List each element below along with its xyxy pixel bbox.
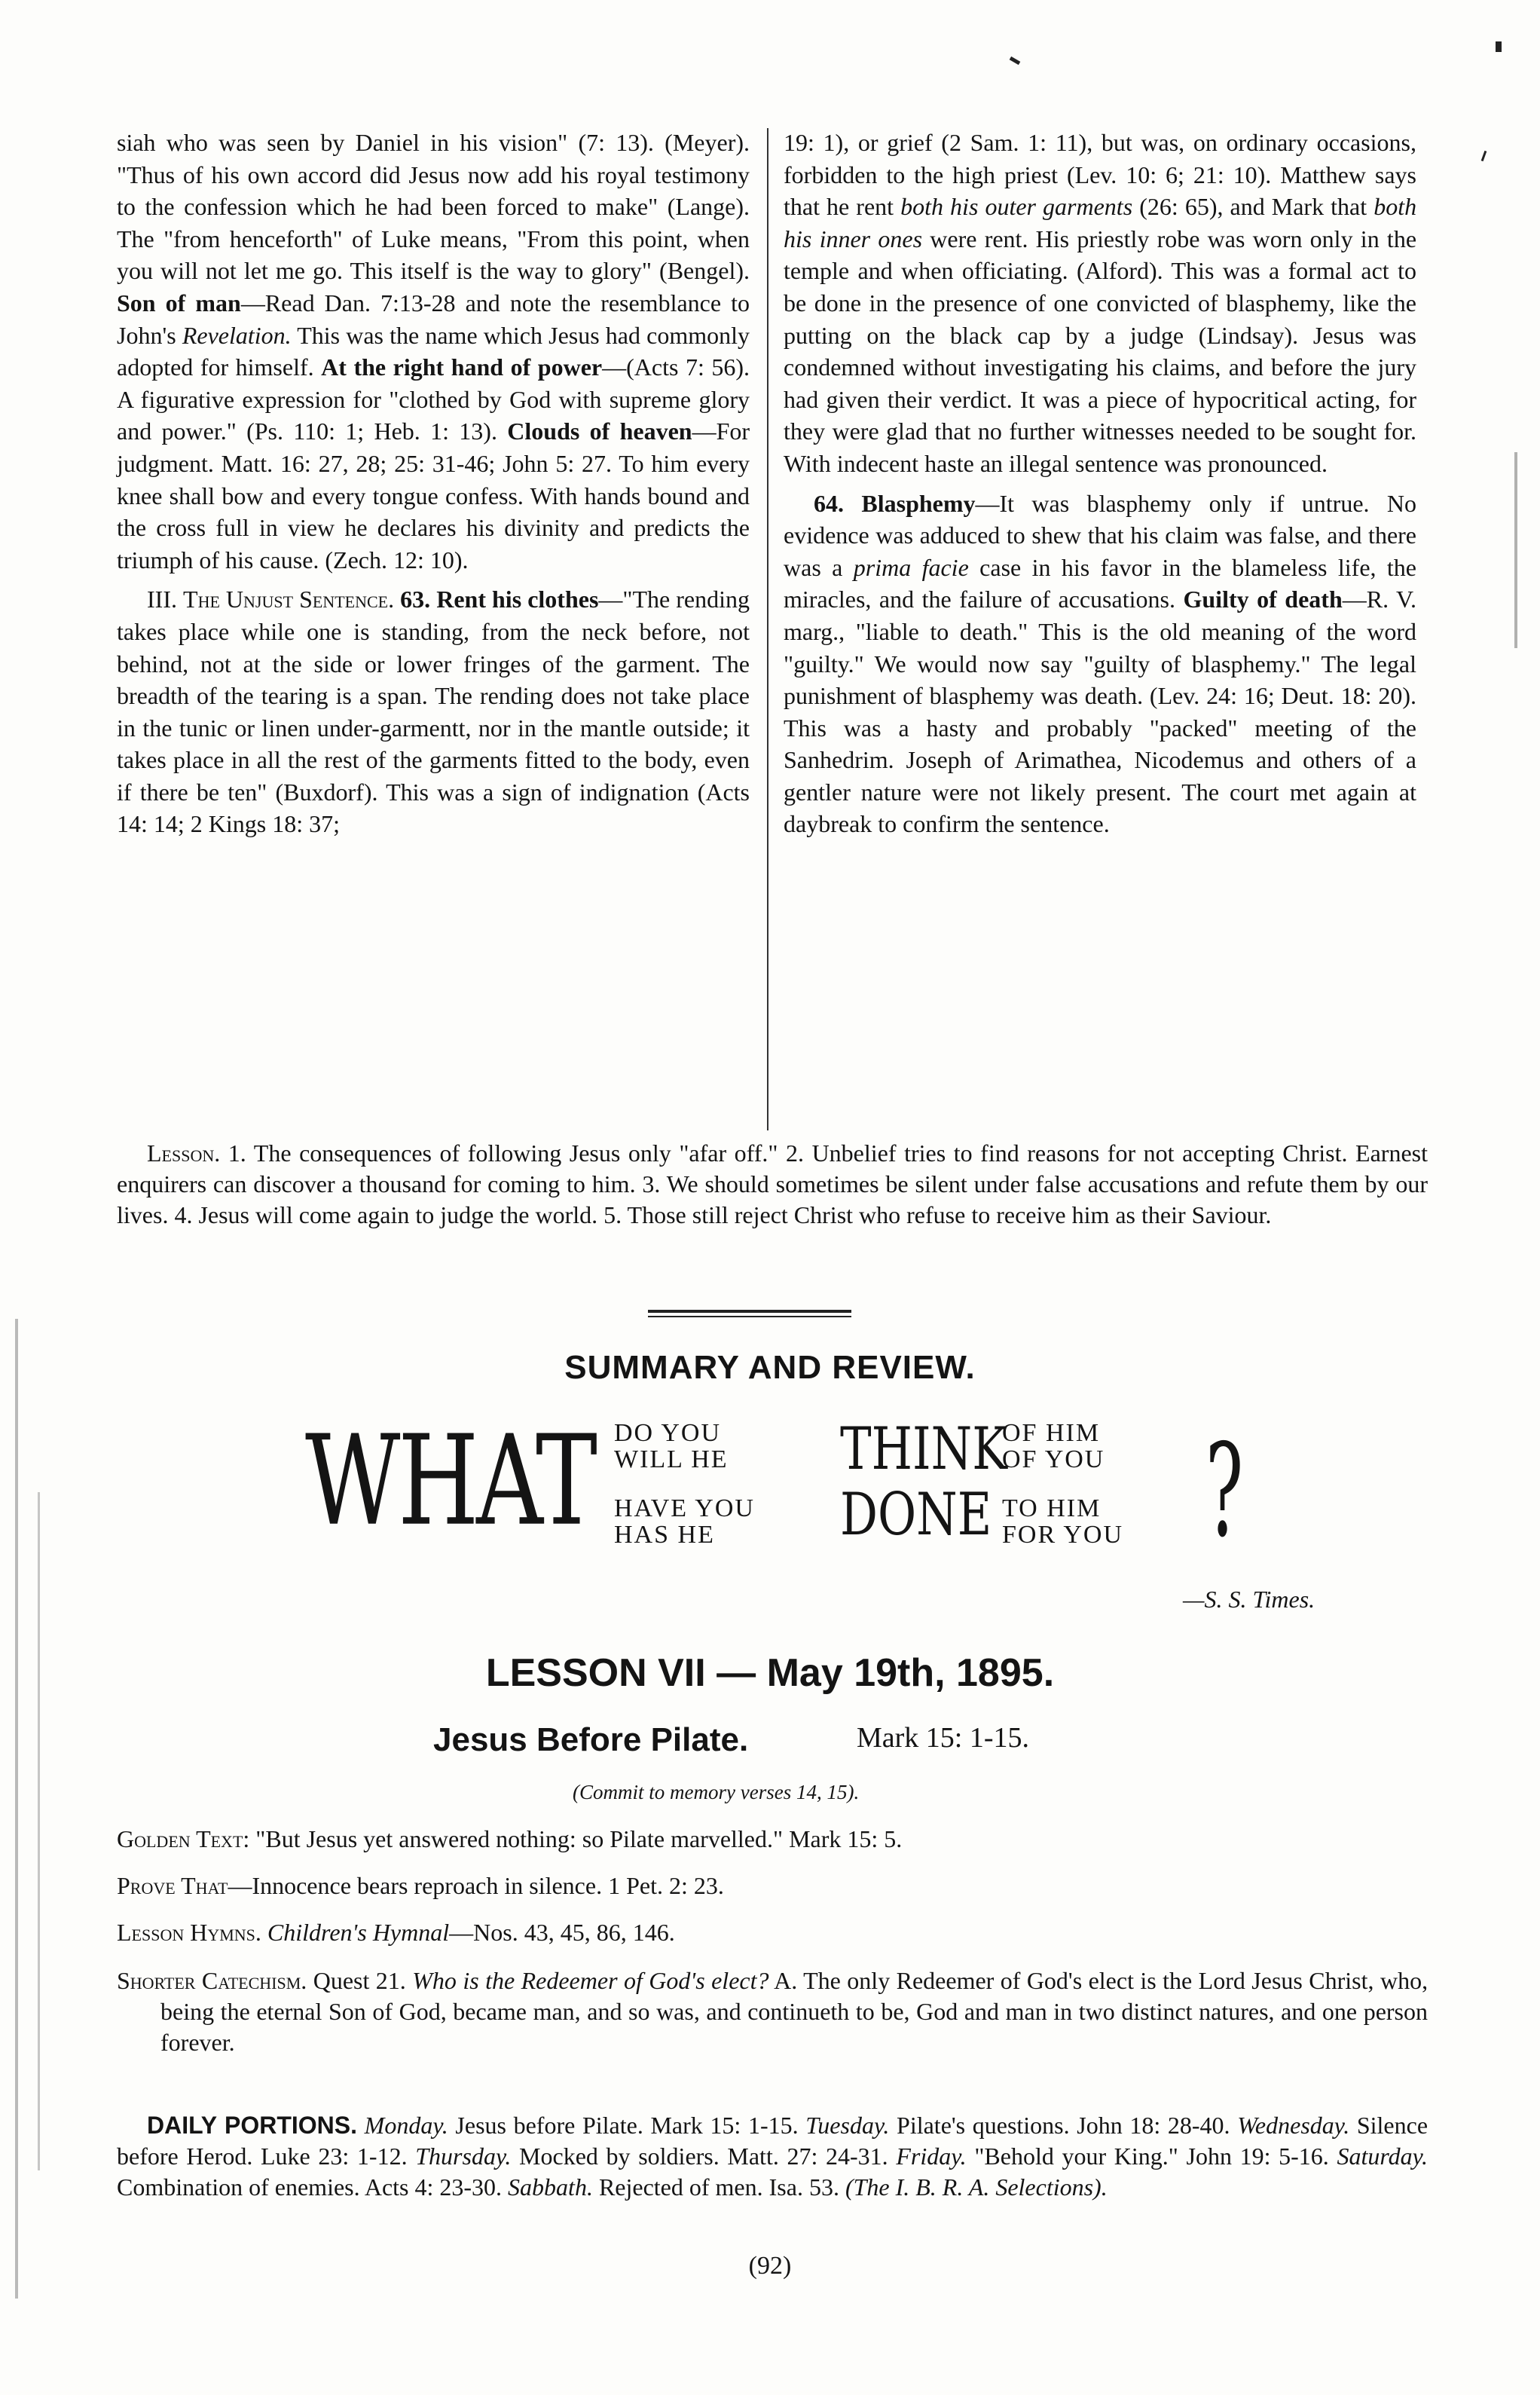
page-number: (92) xyxy=(748,2252,792,2280)
divider-rule xyxy=(648,1310,851,1313)
done-word: DONE xyxy=(840,1481,992,1549)
day-reading: Pilate's questions. John 18: 28-40. xyxy=(897,2112,1230,2139)
catechism-quest: Quest 21. xyxy=(313,1967,406,1994)
day-reading: Silence before Herod. Luke 23: 1-12. xyxy=(117,2112,1428,2170)
term-blasphemy: Blasphemy xyxy=(861,489,976,517)
italic-phrase: prima facie xyxy=(853,553,969,581)
text-span: were rent. His priestly robe was worn only in the temple and when officiating. (Alford). This was a formal act to be done in the presence of one convicted of blasphemy, like the putting on the black cap by a judge (Lindsay). Jesus was condemned without investigating his claims, and before the jury had given their verdict. It was a piece of hypocritical acting, for they were glad that no further witnesses needed to be sought for. With indecent haste an illegal sentence was pronounced. xyxy=(784,225,1417,477)
day-label: Sabbath. xyxy=(508,2173,593,2201)
text-span: This was the name which Jesus had commonly adopted for himself. xyxy=(117,321,750,381)
day-label: Thursday. xyxy=(415,2143,512,2170)
term-clouds: Clouds of heaven xyxy=(507,418,692,445)
right-paragraph-2 xyxy=(784,488,1416,841)
scan-speck xyxy=(1010,57,1021,65)
term-guilty-of-death: Guilty of death xyxy=(1183,586,1343,613)
text-span: 19: 1), or grief (2 Sam. 1: 11), but was, on ordinary occasions, forbidden to the high priest (Lev. 10: 6; 21: 10). Matthew says that he rent xyxy=(784,129,1416,221)
summary-heading: SUMMARY AND REVIEW. xyxy=(564,1349,976,1386)
left-column xyxy=(117,127,750,840)
phrase-do-you: DO YOU xyxy=(614,1419,722,1447)
scan-speck xyxy=(1496,41,1502,52)
day-reading: Rejected of men. Isa. 53. xyxy=(598,2173,839,2201)
left-paragraph-2 xyxy=(117,583,750,840)
text-span: —It was blasphemy only if untrue. No evidence was adduced to shew that his claim was false, and there was a xyxy=(784,489,1417,581)
section-heading: The Unjust Sentence. xyxy=(183,586,395,613)
phrase-of-you: OF YOU xyxy=(1002,1445,1105,1473)
shorter-catechism xyxy=(117,1965,1428,2058)
scan-edge-noise xyxy=(1514,452,1517,648)
scan-speck xyxy=(1481,151,1487,161)
lesson-text: 1. The consequences of following Jesus only "afar off." 2. Unbelief tries to find reasons for not accepting Christ. Earnest enquirers can discover a thousand for coming to him. 3. We should sometimes be silent under false accusations and refute them by our lives. 4. Jesus will come again to judge the world. 5. Those still reject Christ who refuse to receive him as their Saviour. xyxy=(117,1139,1428,1228)
phrase-has-he: HAS HE xyxy=(614,1521,715,1549)
prove-label: Prove That xyxy=(117,1872,228,1899)
text-span: siah who was seen by Daniel in his vision" (7: 13). (Meyer). "Thus of his own accord did Jesus now add his royal testimony to the confession which he had been forced to make" (Lange). The "from henceforth" of Luke means, "From this point, when you will not let me go. This itself is the way to glory" (Bengel). xyxy=(117,129,750,285)
day-label: Friday. xyxy=(896,2143,967,2170)
text-span: —"The rending takes place while one is standing, from the neck before, not behind, not at the side or lower fringes of the garment. The breadth of the tearing is a span. The rending does not take place in the tunic or linen under-garmentt, nor in the mantle outside; it takes place in all the rest of the garments fitted to the body, even if there be ten" (Buxdorf). This was a sign of indignation (Acts 14: 14; 2 Kings 18: 37; xyxy=(117,586,750,838)
day-label: Monday. xyxy=(364,2112,448,2139)
italic-phrase: both his outer garments xyxy=(900,193,1133,221)
right-paragraph-1 xyxy=(784,127,1416,480)
prove-body: —Innocence bears reproach in silence. 1 Pet. 2: 23. xyxy=(228,1872,724,1899)
attribution: —S. S. Times. xyxy=(1183,1586,1315,1613)
catechism-question: Who is the Redeemer of God's elect? xyxy=(412,1967,769,1994)
hymns-source: Children's Hymnal xyxy=(267,1919,450,1946)
text-span: —Read Dan. 7:13-28 and note the resemblance to John's xyxy=(117,289,750,349)
verse-number: 64. xyxy=(814,489,844,517)
verse-number: 63. xyxy=(400,586,431,613)
left-paragraph-1 xyxy=(117,127,750,576)
italic-phrase: both his inner ones xyxy=(784,193,1417,252)
catechism-answer: A. The only Redeemer of God's elect is the Lord Jesus Christ, who, being the eternal Son of God, became man, and so was, and continueth to be, God and man in two distinct natures, and one person forever. xyxy=(160,1967,1428,2056)
lesson-subtitle: Jesus Before Pilate. xyxy=(433,1721,749,1758)
prove-that xyxy=(117,1870,1428,1901)
right-column xyxy=(784,127,1416,840)
phrase-to-him: TO HIM xyxy=(1002,1494,1102,1522)
commit-note: (Commit to memory verses 14, 15). xyxy=(573,1781,860,1803)
text-span: case in his favor in the blameless life, the miracles, and the failure of accusations. xyxy=(784,553,1417,613)
phrase-will-he: WILL HE xyxy=(614,1445,729,1473)
text-span: —(Acts 7: 56). A figurative expression for "clothed by God with supreme glory and power." (Ps. 110: 1; Heb. 1: 13). xyxy=(117,353,750,445)
day-label: Saturday. xyxy=(1337,2143,1428,2170)
golden-label: Golden Text: xyxy=(117,1825,250,1852)
lesson-points xyxy=(117,1138,1428,1231)
think-word: THINK xyxy=(840,1415,1007,1483)
term-rent-clothes: Rent his clothes xyxy=(436,586,599,613)
day-reading: Combination of enemies. Acts 4: 23-30. xyxy=(117,2173,503,2201)
scan-edge-noise xyxy=(15,1319,18,2299)
day-reading: "Behold your King." John 19: 5-16. xyxy=(974,2143,1329,2170)
catechism-label: Shorter Catechism. xyxy=(117,1967,307,1994)
daily-label: DAILY PORTIONS. xyxy=(147,2112,358,2139)
text-span: —For judgment. Matt. 16: 27, 28; 25: 31-46; John 5: 27. To him every knee shall bow and every tongue confess. With hands bound and the cross full in view he declares his divinity and predicts the triumph of his cause. (Zech. 12: 10). xyxy=(117,418,750,574)
day-reading: Jesus before Pilate. Mark 15: 1-15. xyxy=(455,2112,799,2139)
lesson-title: LESSON VII — May 19th, 1895. xyxy=(485,1651,1055,1695)
day-reading: Mocked by soldiers. Matt. 27: 24-31. xyxy=(519,2143,888,2170)
text-span: —R. V. marg., "liable to death." This is the old meaning of the word "guilty." We would now say "guilty of blasphemy." The legal punishment of blasphemy was death. (Lev. 24: 16; Deut. 18: 20). This was a hasty and probably "packed" meeting of the Sanhedrim. Joseph of Arimathea, Nicodemus and others of a gentler nature were not likely present. The court met again at daybreak to confirm the sentence. xyxy=(784,586,1417,838)
lesson-reference: Mark 15: 1-15. xyxy=(857,1722,1030,1754)
hymns-label: Lesson Hymns. xyxy=(117,1919,261,1946)
golden-body: "But Jesus yet answered nothing: so Pilate marvelled." Mark 15: 5. xyxy=(255,1825,903,1852)
term-son-of-man: Son of man xyxy=(117,289,241,317)
daily-portions xyxy=(117,2110,1428,2203)
what-word: WHAT xyxy=(305,1409,595,1554)
day-label: Wednesday. xyxy=(1237,2112,1350,2139)
column-divider xyxy=(767,128,768,1130)
section-number: III. xyxy=(147,586,177,613)
divider-rule xyxy=(648,1316,851,1317)
term-right-hand: At the right hand of power xyxy=(321,353,603,381)
hymns-body: —Nos. 43, 45, 86, 146. xyxy=(449,1919,675,1946)
lesson-hymns xyxy=(117,1917,1428,1948)
day-label: Tuesday. xyxy=(805,2112,890,2139)
question-mark: ? xyxy=(1205,1417,1244,1566)
lesson-label: Lesson. xyxy=(147,1139,221,1167)
golden-text xyxy=(117,1824,1428,1855)
phrase-for-you: FOR YOU xyxy=(1002,1521,1124,1549)
text-span: (26: 65), and Mark that xyxy=(1139,193,1367,221)
scan-edge-noise xyxy=(38,1492,40,2170)
phrase-of-him: OF HIM xyxy=(1002,1419,1101,1447)
italic-revelation: Revelation. xyxy=(182,321,292,349)
phrase-have-you: HAVE YOU xyxy=(614,1494,755,1522)
selections-note: (The I. B. R. A. Selections). xyxy=(845,2173,1108,2201)
